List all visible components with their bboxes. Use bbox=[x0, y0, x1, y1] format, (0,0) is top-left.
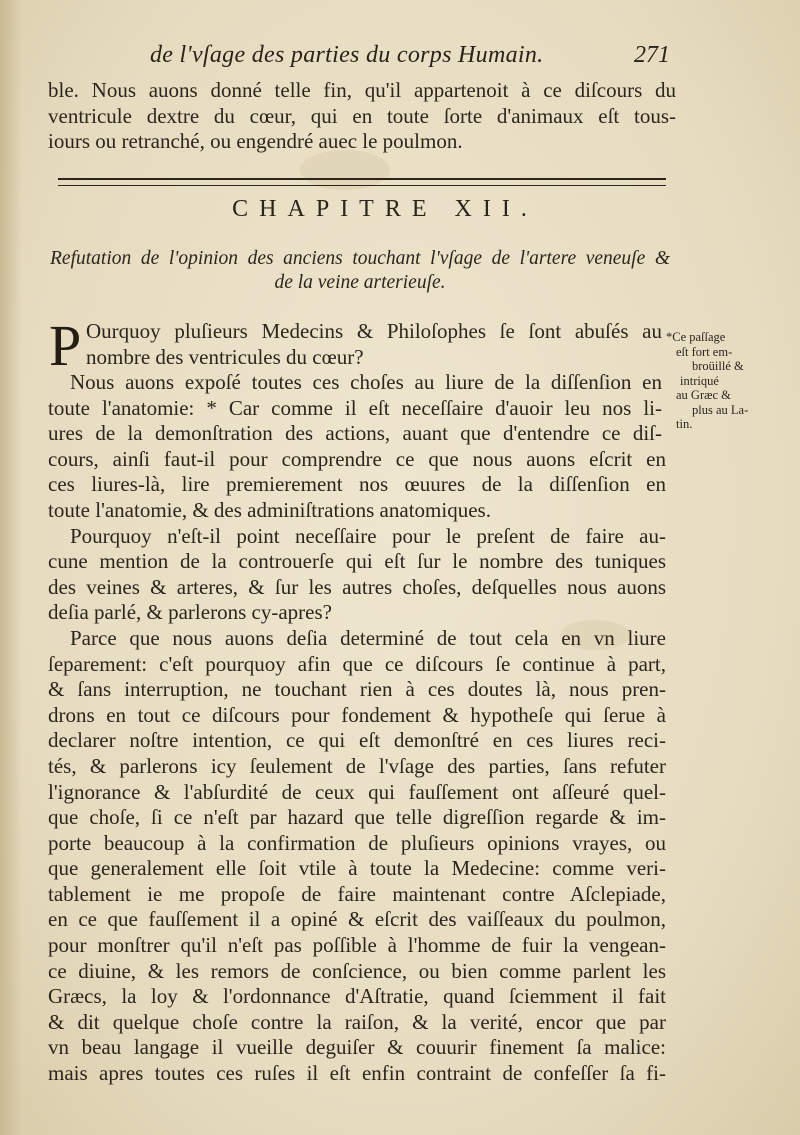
text-line: Parce que nous auons deſia determiné de tout cela en vn liure bbox=[70, 625, 666, 650]
text-line: que choſe, ſi ce n'eſt par hazard que telle digreſſion regarde & im- bbox=[48, 805, 666, 830]
text-line: tablement ie me propoſe de faire maintenant contre Aſclepiade, bbox=[48, 881, 666, 906]
text-line: porte beaucoup à la confirmation de pluſieurs opinions vrayes, ou bbox=[48, 830, 666, 855]
drop-cap: P bbox=[49, 313, 82, 378]
chapter-title: CHAPITRE XII. bbox=[232, 196, 538, 222]
text-line: drons en tout ce diſcours pour fondement & hypotheſe qui ſerue à bbox=[48, 702, 666, 727]
text-line: ble. Nous auons donné telle fin, qu'il appartenoit à ce diſcours du bbox=[48, 78, 676, 102]
page-header bbox=[150, 40, 670, 74]
text-line: cours, ainſi faut-il pour comprendre ce que nous auons eſcrit en bbox=[48, 446, 666, 471]
text-line: deſia parlé, & parlerons cy-apres? bbox=[48, 600, 332, 625]
text-line: & ſans interruption, ne touchant rien à ces doutes là, nous pren- bbox=[48, 677, 666, 702]
page-gutter-shadow bbox=[0, 0, 22, 1135]
text-line: ventricule dextre du cœur, qui en toute ſorte d'animaux eſt tous- bbox=[48, 103, 676, 128]
chapter-subtitle bbox=[50, 247, 670, 295]
text-line: ce diuine, & les remors de conſcience, ou bien comme parlent les bbox=[48, 958, 666, 983]
running-title: de l'vſage des parties du corps Humain. bbox=[150, 42, 544, 68]
margin-note bbox=[666, 330, 784, 432]
margin-note-line: plus au La- bbox=[692, 402, 749, 417]
text-line: Nous auons expoſé toutes ces choſes au liure de la diſſenſion en bbox=[70, 370, 662, 394]
margin-note-line: *Ce paſſage bbox=[666, 330, 726, 344]
top-paragraph bbox=[48, 78, 676, 155]
text-line: mais apres toutes ces ruſes il eſt enfin contraint de confeſſer ſa fi- bbox=[48, 1061, 666, 1086]
text-line: vn beau langage il vueille deguiſer & couurir finement ſa malice: bbox=[48, 1035, 666, 1060]
text-line: Pourquoy n'eſt-il point neceſſaire pour le preſent de faire au- bbox=[70, 523, 666, 548]
text-line: cune mention de la controuerſe qui eſt ſur le nombre des tuniques bbox=[48, 549, 666, 574]
section-divider bbox=[58, 178, 666, 186]
subtitle-line: Refutation de l'opinion des anciens touchant l'vſage de l'artere veneuſe & bbox=[50, 248, 670, 269]
subtitle-line: de la veine arterieuſe. bbox=[274, 272, 446, 293]
text-line: declarer noſtre intention, ce qui eſt demonſtré en ces liures reci- bbox=[48, 728, 666, 753]
text-line: en ce que fauſſement il a opiné & eſcrit des vaiſſeaux du poulmon, bbox=[48, 907, 666, 932]
text-line: nombre des ventricules du cœur? bbox=[86, 344, 364, 369]
margin-note-line: tin. bbox=[676, 417, 693, 431]
margin-note-line: eſt fort em- bbox=[676, 344, 733, 359]
margin-note-line: intriqué bbox=[680, 373, 719, 388]
text-line: iours ou retranché, ou engendré auec le poulmon. bbox=[48, 129, 463, 154]
text-line: Græcs, la loy & l'ordonnance d'Aſtratie, quand ſciemment il fait bbox=[48, 984, 666, 1009]
text-line: que generalement elle ſoit vtile à toute la Medecine: comme veri- bbox=[48, 856, 666, 881]
text-line: des veines & arteres, & ſur les autres choſes, deſquelles nous auons bbox=[48, 574, 666, 599]
text-line: pour monſtrer qu'il n'eſt pas poſſible à l'homme de fuir la vengean- bbox=[48, 933, 666, 958]
chapter-body-top bbox=[86, 319, 662, 370]
chapter-body bbox=[48, 447, 666, 1087]
text-line: toute l'anatomie: * Car comme il eſt neceſſaire d'auoir leu nos li- bbox=[48, 395, 662, 420]
chapter-body-upper bbox=[48, 370, 662, 447]
text-line: ures de la demonſtration des actions, auant que d'entendre ce diſ- bbox=[48, 421, 662, 446]
text-line: l'ignorance & l'abſurdité de ceux qui fauſſement ont aſſeuré quel- bbox=[48, 779, 666, 804]
text-line: Ourquoy pluſieurs Medecins & Philoſophes ſe ſont abuſés au bbox=[86, 319, 662, 343]
margin-note-line: au Græc & bbox=[676, 388, 731, 402]
text-line: tés, & parlerons icy ſeulement de l'vſage des parties, ſans refuter bbox=[48, 753, 666, 778]
text-line: toute l'anatomie, & des adminiſtrations anatomiques. bbox=[48, 497, 491, 522]
text-line: ces liures-là, lire premierement nos œuures de la diſſenſion en bbox=[48, 472, 666, 497]
text-line: ſeparement: c'eſt pourquoy afin que ce diſcours ſe continue à part, bbox=[48, 651, 666, 676]
page-number: 271 bbox=[634, 42, 670, 68]
margin-note-line: broüillé & bbox=[692, 359, 744, 373]
text-line: & dit quelque choſe contre la raiſon, & la verité, encor que par bbox=[48, 1009, 666, 1034]
